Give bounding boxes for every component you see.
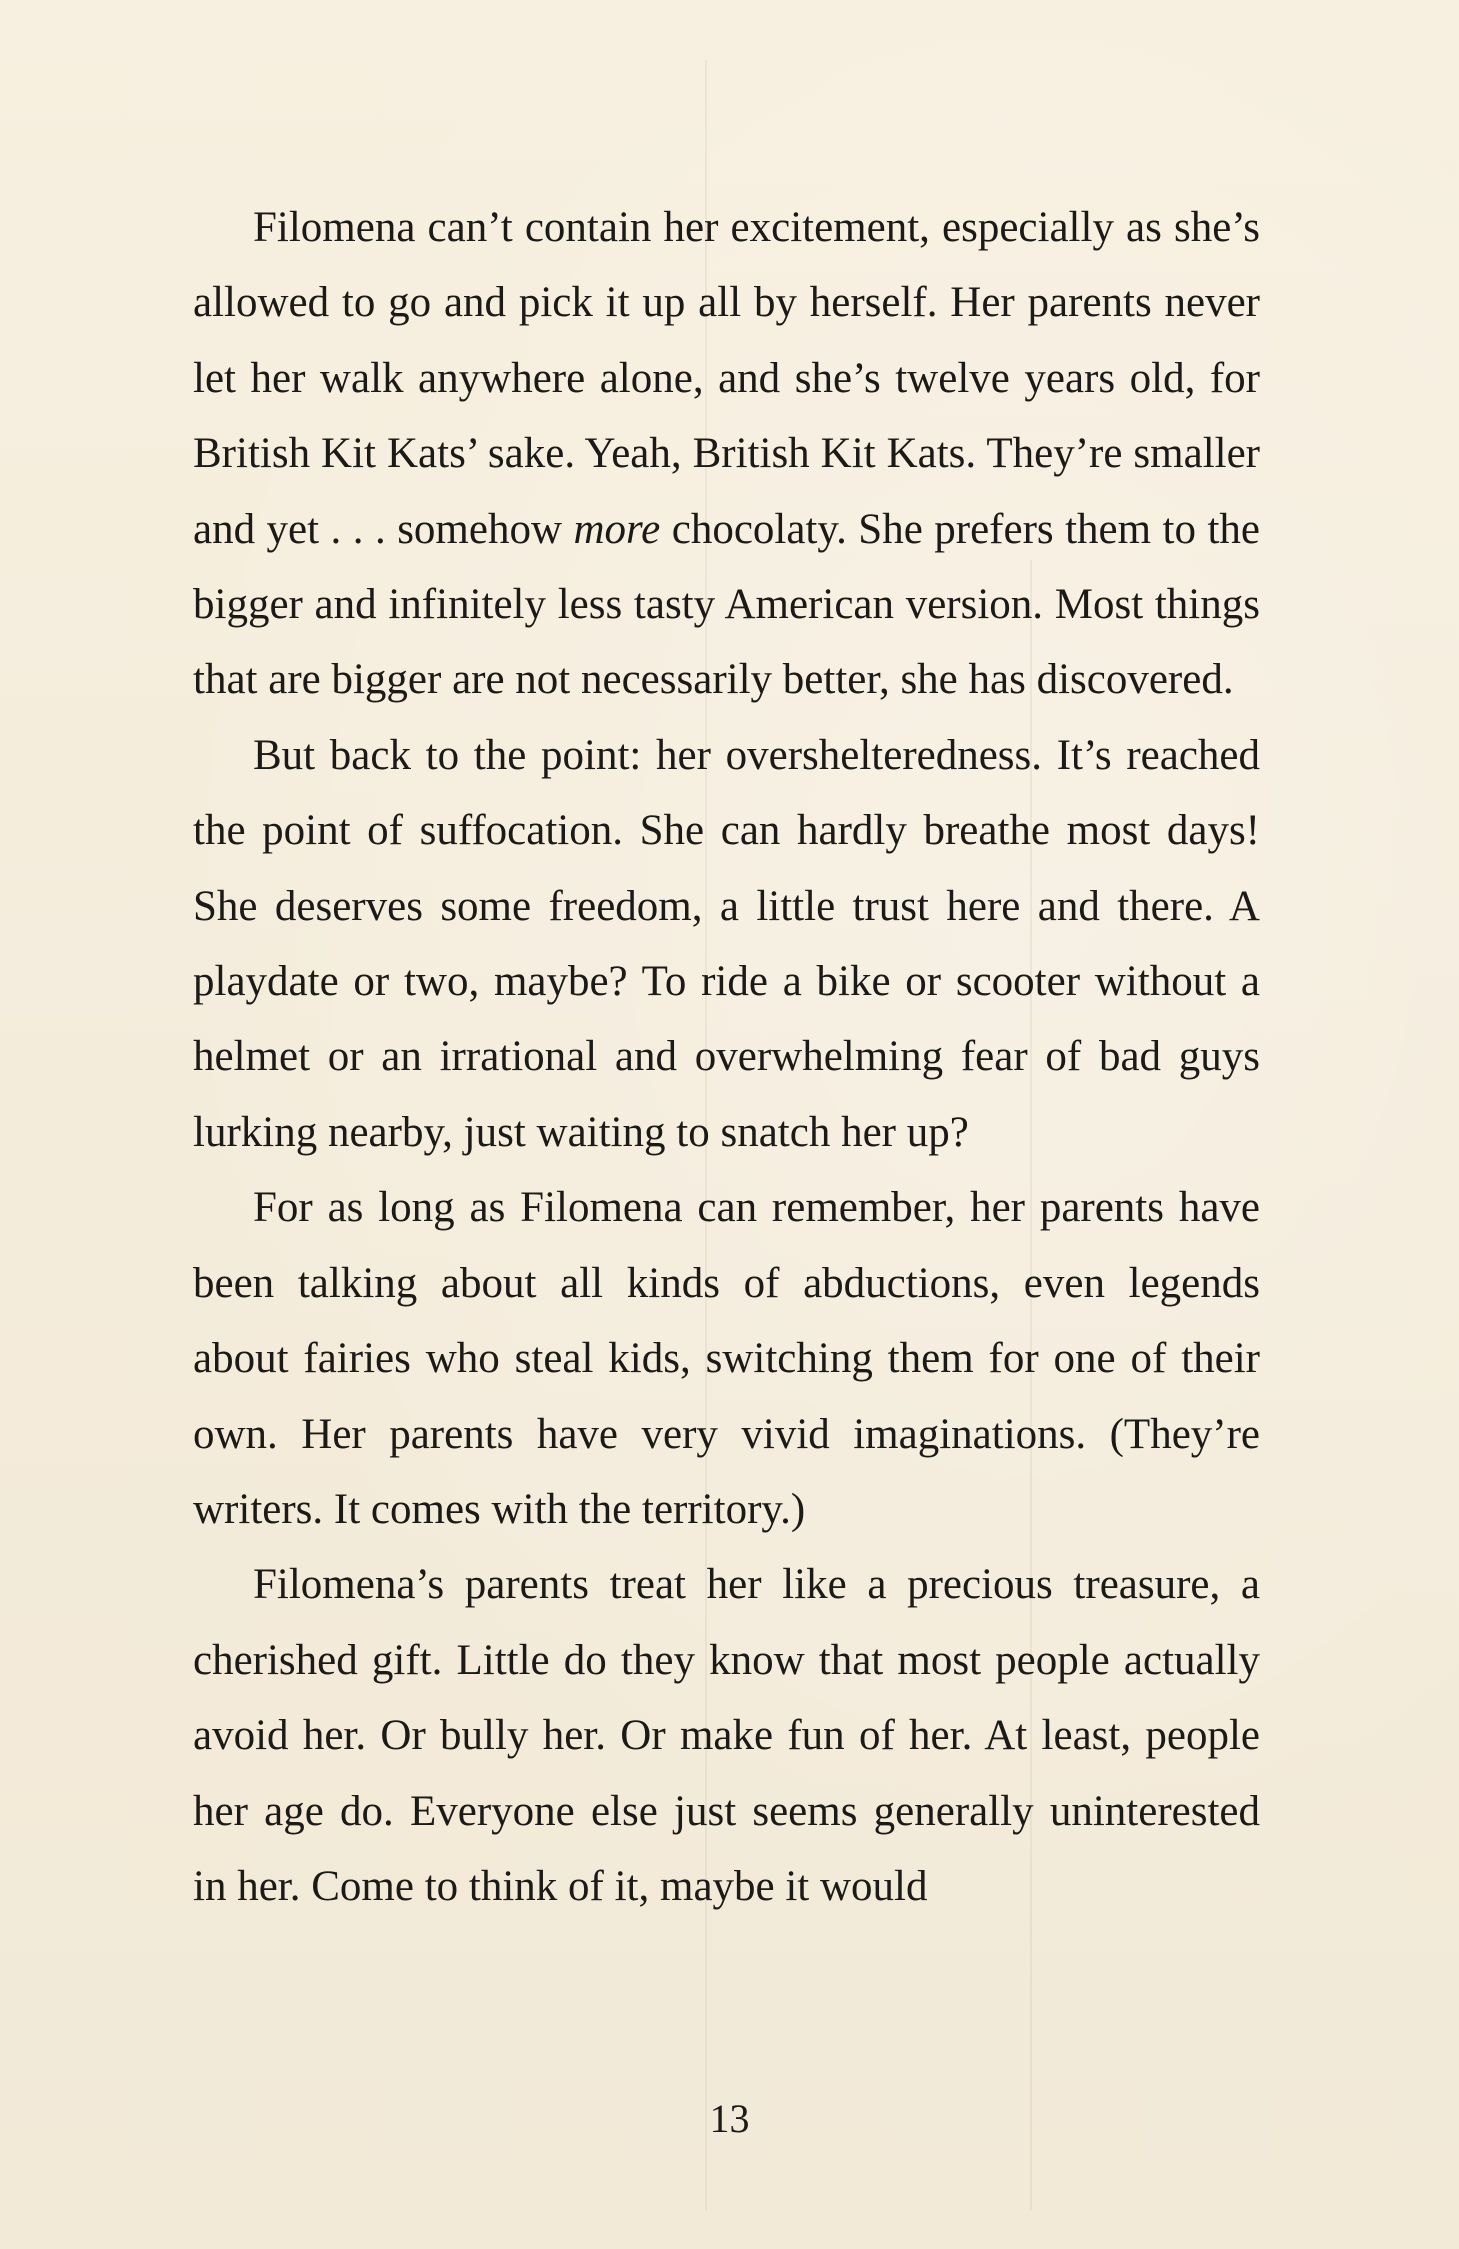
text-segment: Filomena can’t contain her excitement, especially as she’s allowed to go and pick it up all by herself. Her parents never let her walk anywhere alone, and she’s twelve years old, for British Kit Kats’ sake. Yeah, British Kit Kats. They’re smaller and yet . . . somehow	[193, 204, 1260, 553]
paragraph-2	[193, 718, 1260, 1170]
paragraph-3	[193, 1170, 1260, 1547]
text-segment: For as long as Filomena can remember, her parents have been talking about all kinds of abductions, even legends about fairies who steal kids, switching them for one of their own. Her parents have very vivid imaginations. (They’re writers. It comes with the territory.)	[193, 1184, 1260, 1533]
emphasis-text: more	[573, 505, 661, 553]
body-text	[193, 190, 1260, 1924]
paragraph-1	[193, 190, 1260, 718]
page-number: 13	[709, 2096, 750, 2141]
text-segment: But back to the point: her overshelteredness. It’s reached the point of suffocation. She can hardly breathe most days! She deserves some freedom, a little trust here and there. A playdate or two, maybe? To ride a bike or scooter without a helmet or an irrational and overwhelming fear of bad guys lurking nearby, just waiting to snatch her up?	[193, 731, 1260, 1156]
text-segment: chocolaty. She prefers them to the bigger and infinitely less tasty American version. Most things that are bigger are not necessarily better, she has discovered.	[193, 505, 1260, 704]
text-segment: Filomena’s parents treat her like a precious treasure, a cherished gift. Little do they know that most people actually avoid her. Or bully her. Or make fun of her. At least, people her age do. Everyone else just seems generally uninterested in her. Come to think of it, maybe it would	[193, 1561, 1260, 1910]
paragraph-4	[193, 1547, 1260, 1924]
